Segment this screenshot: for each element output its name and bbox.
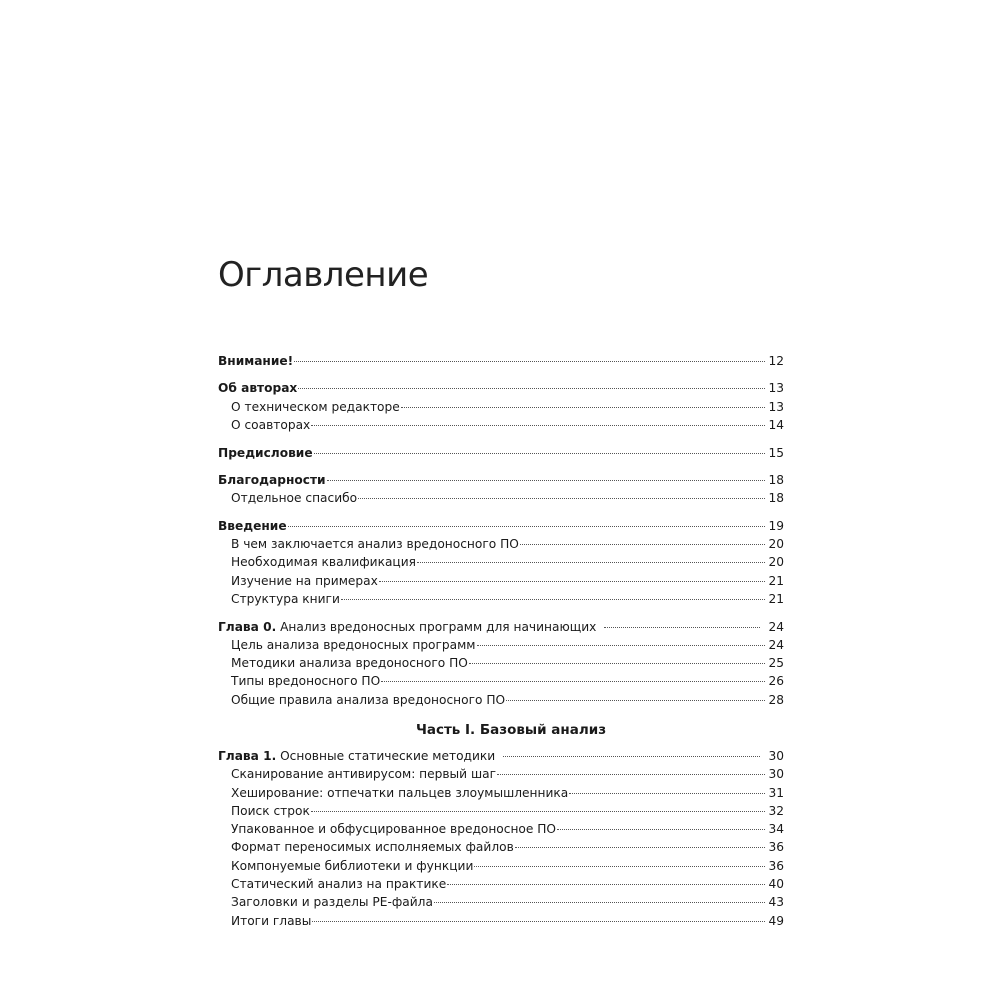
part-heading: Часть I. Базовый анализ: [415, 721, 607, 738]
toc-subentry: [218, 802, 784, 820]
dot-leader: [474, 866, 765, 867]
dot-leader: [327, 480, 765, 481]
dot-leader: [434, 902, 765, 903]
toc-subentry-title: Компонуемые библиотеки и функции: [231, 858, 474, 873]
toc-entry-title: Об авторах: [218, 381, 298, 396]
toc-page-number: 24: [768, 619, 784, 634]
toc-page-number: 49: [768, 913, 784, 928]
toc-subentry: [218, 636, 784, 654]
toc-subentry-title: Сканирование антивирусом: первый шаг: [231, 767, 497, 782]
toc-subentry: [218, 654, 784, 672]
toc-subentry-title: Итоги главы: [231, 913, 312, 928]
toc-subentry-title: Изучение на примерах: [231, 573, 378, 588]
chapter-number: Глава 0.: [218, 619, 277, 634]
toc-subentry: [218, 820, 784, 838]
toc-subentry: [218, 572, 784, 590]
toc-subentry-title: В чем заключается анализ вредоносного ПО: [231, 537, 519, 552]
dot-leader: [311, 811, 765, 812]
toc-entry: [218, 352, 784, 370]
toc-subentry: [218, 398, 784, 416]
toc-subentry-title: Статический анализ на практике: [231, 877, 447, 892]
dot-leader: [417, 562, 765, 563]
toc-page-number: 28: [768, 692, 784, 707]
dot-leader: [312, 921, 765, 922]
toc-page-number: 14: [768, 418, 784, 433]
dot-leader: [294, 361, 765, 362]
toc-entry: [218, 471, 784, 489]
toc-page-number: 19: [768, 518, 784, 533]
toc-entry-title: Основные статические методики: [280, 748, 496, 763]
dot-leader: [288, 526, 765, 527]
toc-page-number: 43: [768, 895, 784, 910]
toc-subentry-title: О техническом редакторе: [231, 399, 400, 414]
toc-subentry: [218, 590, 784, 608]
toc-entry: [218, 517, 784, 535]
dot-leader: [520, 544, 765, 545]
toc-subentry-title: Общие правила анализа вредоносного ПО: [231, 692, 506, 707]
toc-subentry: [218, 489, 784, 507]
toc-subentry: [218, 691, 784, 709]
toc-page-number: 26: [768, 674, 784, 689]
toc-entry-title: Внимание!: [218, 354, 294, 368]
toc-page-number: 25: [768, 656, 784, 671]
toc-chapter-entry: [218, 747, 784, 765]
toc-page-number: 18: [768, 473, 784, 488]
toc-entry: [218, 444, 784, 462]
dot-leader: [311, 425, 765, 426]
toc-subentry: [218, 875, 784, 893]
toc-page-number: 12: [768, 354, 784, 368]
dot-leader: [298, 388, 765, 389]
toc-subentry-title: Формат переносимых исполняемых файлов: [231, 840, 514, 855]
toc-subentry: [218, 765, 784, 783]
toc-page-number: 32: [768, 803, 784, 818]
dot-leader: [503, 756, 760, 757]
toc-page-number: 13: [768, 399, 784, 414]
toc-subentry-title: Отдельное спасибо: [231, 491, 358, 506]
dot-leader: [515, 847, 765, 848]
toc-subentry: [218, 416, 784, 434]
toc-subentry-title: Поиск строк: [231, 803, 310, 818]
dot-leader: [447, 884, 765, 885]
dot-leader: [506, 700, 765, 701]
toc-page-number: 34: [768, 822, 784, 837]
toc-subentry-title: Методики анализа вредоносного ПО: [231, 656, 468, 671]
toc-subentry-title: Типы вредоносного ПО: [231, 674, 381, 689]
dot-leader: [314, 453, 765, 454]
toc-page-number: 20: [768, 555, 784, 570]
toc-entry-title: Благодарности: [218, 473, 326, 488]
page-title: Оглавление: [218, 255, 429, 295]
toc-subentry-title: Необходимая квалификация: [231, 555, 416, 570]
toc-entry-title: Введение: [218, 518, 287, 533]
toc-entry: [218, 379, 784, 397]
toc-page-number: 30: [768, 748, 784, 763]
toc-subentry: [218, 784, 784, 802]
toc-subentry: [218, 672, 784, 690]
dot-leader: [557, 829, 765, 830]
toc-subentry: [218, 553, 784, 571]
dot-leader: [379, 581, 765, 582]
toc-entry-title: Предисловие: [218, 445, 313, 460]
dot-leader: [604, 627, 760, 628]
toc-entry-title: Анализ вредоносных программ для начинающих: [280, 619, 597, 634]
toc-page-number: 13: [768, 381, 784, 396]
toc-subentry-title: Упакованное и обфусцированное вредоносное ПО: [231, 822, 557, 837]
toc-subentry-title: О соавторах: [231, 418, 311, 433]
dot-leader: [341, 599, 765, 600]
dot-leader: [401, 407, 765, 408]
toc-subentry: [218, 893, 784, 911]
dot-leader: [569, 793, 765, 794]
toc-subentry-title: Цель анализа вредоносных программ: [231, 637, 476, 652]
toc-page-number: 31: [768, 785, 784, 800]
toc-subentry-title: Хеширование: отпечатки пальцев злоумышленника: [231, 785, 569, 800]
toc-page-number: 36: [768, 840, 784, 855]
dot-leader: [497, 774, 765, 775]
toc-page-number: 15: [768, 445, 784, 460]
toc-subentry-title: Заголовки и разделы PE-файла: [231, 895, 433, 910]
toc-subentry: [218, 857, 784, 875]
dot-leader: [381, 681, 765, 682]
toc-page-number: 24: [768, 637, 784, 652]
chapter-number: Глава 1.: [218, 748, 277, 763]
dot-leader: [477, 645, 765, 646]
dot-leader: [358, 498, 765, 499]
toc-page-number: 21: [768, 573, 784, 588]
toc-page-number: 36: [768, 858, 784, 873]
table-of-contents: [218, 352, 784, 930]
toc-page-number: 18: [768, 491, 784, 506]
toc-page-number: 40: [768, 877, 784, 892]
toc-subentry: [218, 535, 784, 553]
toc-subentry-title: Структура книги: [231, 592, 340, 607]
toc-page-number: 20: [768, 537, 784, 552]
toc-subentry: [218, 912, 784, 930]
dot-leader: [469, 663, 765, 664]
toc-chapter-entry: [218, 618, 784, 636]
toc-subentry: [218, 838, 784, 856]
toc-page-number: 30: [768, 767, 784, 782]
toc-page-number: 21: [768, 592, 784, 607]
